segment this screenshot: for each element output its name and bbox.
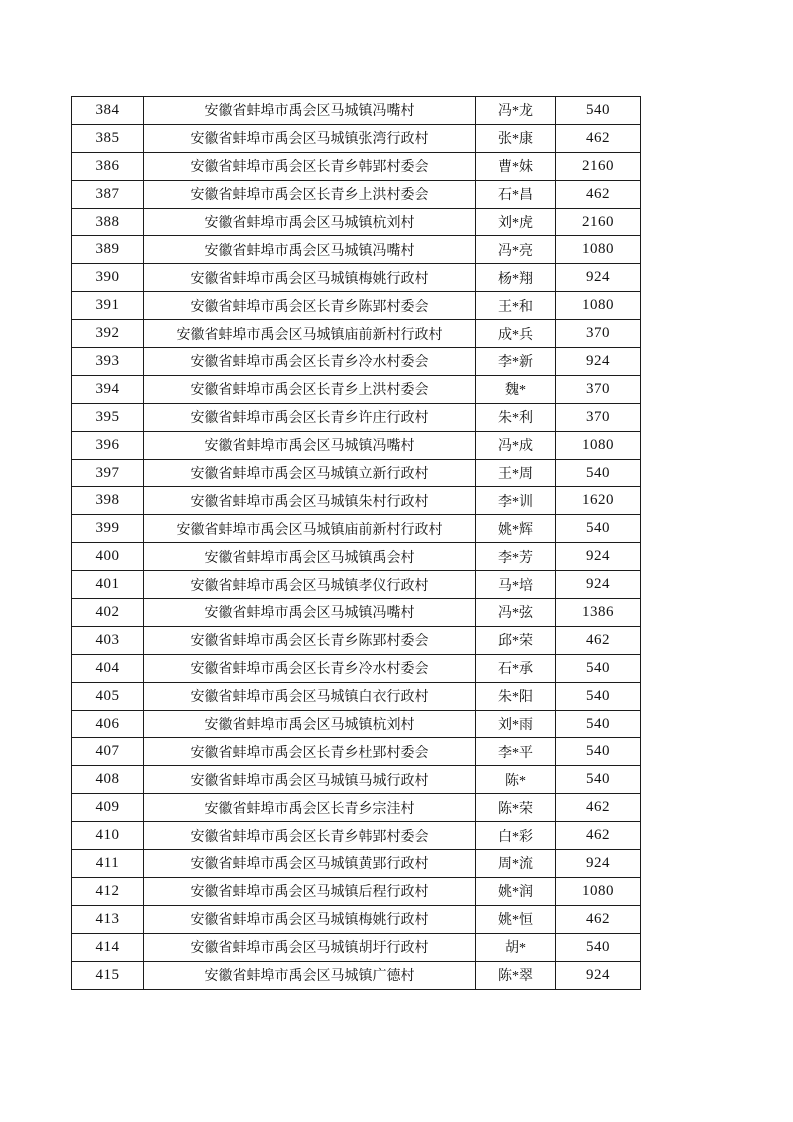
amount-cell: 924: [556, 961, 641, 989]
table-row: [72, 961, 641, 989]
address-cell: 安徽省蚌埠市禹会区长青乡冷水村委会: [144, 348, 476, 376]
amount-cell: 1386: [556, 599, 641, 627]
row-number-cell: 393: [72, 348, 144, 376]
amount-cell: 370: [556, 320, 641, 348]
table-row: [72, 905, 641, 933]
row-number-cell: 409: [72, 794, 144, 822]
row-number-cell: 406: [72, 710, 144, 738]
address-cell: 安徽省蚌埠市禹会区马城镇梅姚行政村: [144, 905, 476, 933]
table-row: [72, 208, 641, 236]
name-cell: 王*和: [476, 292, 556, 320]
row-number-cell: 391: [72, 292, 144, 320]
name-cell: 魏*: [476, 375, 556, 403]
row-number-cell: 387: [72, 180, 144, 208]
row-number-cell: 399: [72, 515, 144, 543]
table-row: [72, 654, 641, 682]
table-row: [72, 571, 641, 599]
table-row: [72, 543, 641, 571]
row-number-cell: 405: [72, 682, 144, 710]
table-row: [72, 515, 641, 543]
address-cell: 安徽省蚌埠市禹会区马城镇马城行政村: [144, 766, 476, 794]
name-cell: 陈*翠: [476, 961, 556, 989]
amount-cell: 1080: [556, 431, 641, 459]
amount-cell: 540: [556, 933, 641, 961]
address-cell: 安徽省蚌埠市禹会区长青乡陈郢村委会: [144, 292, 476, 320]
row-number-cell: 412: [72, 877, 144, 905]
table-row: [72, 710, 641, 738]
table-row: [72, 264, 641, 292]
address-cell: 安徽省蚌埠市禹会区长青乡上洪村委会: [144, 375, 476, 403]
name-cell: 冯*龙: [476, 97, 556, 125]
row-number-cell: 400: [72, 543, 144, 571]
row-number-cell: 396: [72, 431, 144, 459]
amount-cell: 1080: [556, 236, 641, 264]
name-cell: 王*周: [476, 459, 556, 487]
amount-cell: 2160: [556, 208, 641, 236]
address-cell: 安徽省蚌埠市禹会区长青乡陈郢村委会: [144, 626, 476, 654]
address-cell: 安徽省蚌埠市禹会区马城镇冯嘴村: [144, 599, 476, 627]
name-cell: 冯*成: [476, 431, 556, 459]
address-cell: 安徽省蚌埠市禹会区长青乡许庄行政村: [144, 403, 476, 431]
table-row: [72, 877, 641, 905]
amount-cell: 370: [556, 375, 641, 403]
name-cell: 成*兵: [476, 320, 556, 348]
amount-cell: 462: [556, 124, 641, 152]
row-number-cell: 404: [72, 654, 144, 682]
address-cell: 安徽省蚌埠市禹会区马城镇白衣行政村: [144, 682, 476, 710]
amount-cell: 540: [556, 97, 641, 125]
address-cell: 安徽省蚌埠市禹会区长青乡上洪村委会: [144, 180, 476, 208]
row-number-cell: 386: [72, 152, 144, 180]
amount-cell: 924: [556, 571, 641, 599]
row-number-cell: 414: [72, 933, 144, 961]
address-cell: 安徽省蚌埠市禹会区马城镇杭刘村: [144, 710, 476, 738]
table-row: [72, 738, 641, 766]
name-cell: 姚*润: [476, 877, 556, 905]
row-number-cell: 407: [72, 738, 144, 766]
address-cell: 安徽省蚌埠市禹会区马城镇立新行政村: [144, 459, 476, 487]
amount-cell: 540: [556, 459, 641, 487]
row-number-cell: 395: [72, 403, 144, 431]
amount-cell: 924: [556, 850, 641, 878]
amount-cell: 462: [556, 822, 641, 850]
name-cell: 姚*辉: [476, 515, 556, 543]
name-cell: 李*新: [476, 348, 556, 376]
amount-cell: 1080: [556, 292, 641, 320]
amount-cell: 462: [556, 180, 641, 208]
amount-cell: 462: [556, 626, 641, 654]
name-cell: 朱*利: [476, 403, 556, 431]
address-cell: 安徽省蚌埠市禹会区马城镇黄郢行政村: [144, 850, 476, 878]
address-cell: 安徽省蚌埠市禹会区长青乡宗洼村: [144, 794, 476, 822]
name-cell: 周*流: [476, 850, 556, 878]
table-row: [72, 766, 641, 794]
row-number-cell: 401: [72, 571, 144, 599]
address-cell: 安徽省蚌埠市禹会区马城镇朱村行政村: [144, 487, 476, 515]
table-row: [72, 348, 641, 376]
table-body: [72, 97, 641, 990]
name-cell: 张*康: [476, 124, 556, 152]
address-cell: 安徽省蚌埠市禹会区马城镇冯嘴村: [144, 431, 476, 459]
row-number-cell: 415: [72, 961, 144, 989]
table-row: [72, 626, 641, 654]
name-cell: 李*训: [476, 487, 556, 515]
name-cell: 石*承: [476, 654, 556, 682]
table-row: [72, 180, 641, 208]
table-row: [72, 431, 641, 459]
table-row: [72, 459, 641, 487]
address-cell: 安徽省蚌埠市禹会区马城镇梅姚行政村: [144, 264, 476, 292]
address-cell: 安徽省蚌埠市禹会区马城镇杭刘村: [144, 208, 476, 236]
row-number-cell: 398: [72, 487, 144, 515]
amount-cell: 540: [556, 766, 641, 794]
row-number-cell: 394: [72, 375, 144, 403]
table-row: [72, 403, 641, 431]
name-cell: 胡*: [476, 933, 556, 961]
table-row: [72, 794, 641, 822]
row-number-cell: 384: [72, 97, 144, 125]
amount-cell: 924: [556, 264, 641, 292]
name-cell: 冯*亮: [476, 236, 556, 264]
row-number-cell: 411: [72, 850, 144, 878]
subsidy-list-table: [71, 96, 641, 990]
row-number-cell: 410: [72, 822, 144, 850]
address-cell: 安徽省蚌埠市禹会区马城镇后程行政村: [144, 877, 476, 905]
row-number-cell: 388: [72, 208, 144, 236]
name-cell: 冯*弦: [476, 599, 556, 627]
amount-cell: 540: [556, 738, 641, 766]
name-cell: 曹*妹: [476, 152, 556, 180]
row-number-cell: 402: [72, 599, 144, 627]
amount-cell: 2160: [556, 152, 641, 180]
amount-cell: 924: [556, 348, 641, 376]
table-row: [72, 292, 641, 320]
amount-cell: 462: [556, 905, 641, 933]
name-cell: 姚*恒: [476, 905, 556, 933]
row-number-cell: 389: [72, 236, 144, 264]
table-row: [72, 933, 641, 961]
name-cell: 陈*: [476, 766, 556, 794]
row-number-cell: 403: [72, 626, 144, 654]
name-cell: 陈*荣: [476, 794, 556, 822]
amount-cell: 1620: [556, 487, 641, 515]
name-cell: 刘*虎: [476, 208, 556, 236]
address-cell: 安徽省蚌埠市禹会区马城镇庙前新村行政村: [144, 320, 476, 348]
table-row: [72, 375, 641, 403]
address-cell: 安徽省蚌埠市禹会区马城镇胡圩行政村: [144, 933, 476, 961]
amount-cell: 540: [556, 654, 641, 682]
name-cell: 马*培: [476, 571, 556, 599]
name-cell: 李*平: [476, 738, 556, 766]
address-cell: 安徽省蚌埠市禹会区马城镇庙前新村行政村: [144, 515, 476, 543]
address-cell: 安徽省蚌埠市禹会区马城镇广德村: [144, 961, 476, 989]
row-number-cell: 392: [72, 320, 144, 348]
table-row: [72, 850, 641, 878]
address-cell: 安徽省蚌埠市禹会区长青乡冷水村委会: [144, 654, 476, 682]
amount-cell: 370: [556, 403, 641, 431]
row-number-cell: 397: [72, 459, 144, 487]
name-cell: 刘*雨: [476, 710, 556, 738]
name-cell: 邱*荣: [476, 626, 556, 654]
amount-cell: 540: [556, 682, 641, 710]
address-cell: 安徽省蚌埠市禹会区长青乡韩郢村委会: [144, 152, 476, 180]
table-row: [72, 97, 641, 125]
address-cell: 安徽省蚌埠市禹会区马城镇孝仪行政村: [144, 571, 476, 599]
amount-cell: 1080: [556, 877, 641, 905]
name-cell: 杨*翔: [476, 264, 556, 292]
name-cell: 朱*阳: [476, 682, 556, 710]
row-number-cell: 413: [72, 905, 144, 933]
address-cell: 安徽省蚌埠市禹会区马城镇冯嘴村: [144, 97, 476, 125]
amount-cell: 540: [556, 710, 641, 738]
table-row: [72, 320, 641, 348]
table-row: [72, 487, 641, 515]
row-number-cell: 408: [72, 766, 144, 794]
row-number-cell: 385: [72, 124, 144, 152]
amount-cell: 924: [556, 543, 641, 571]
address-cell: 安徽省蚌埠市禹会区马城镇张湾行政村: [144, 124, 476, 152]
amount-cell: 540: [556, 515, 641, 543]
table-row: [72, 599, 641, 627]
table-row: [72, 822, 641, 850]
name-cell: 李*芳: [476, 543, 556, 571]
table-row: [72, 682, 641, 710]
address-cell: 安徽省蚌埠市禹会区长青乡韩郢村委会: [144, 822, 476, 850]
address-cell: 安徽省蚌埠市禹会区马城镇禹会村: [144, 543, 476, 571]
address-cell: 安徽省蚌埠市禹会区马城镇冯嘴村: [144, 236, 476, 264]
row-number-cell: 390: [72, 264, 144, 292]
table-row: [72, 152, 641, 180]
table-row: [72, 124, 641, 152]
name-cell: 白*彩: [476, 822, 556, 850]
address-cell: 安徽省蚌埠市禹会区长青乡杜郢村委会: [144, 738, 476, 766]
amount-cell: 462: [556, 794, 641, 822]
table-row: [72, 236, 641, 264]
name-cell: 石*昌: [476, 180, 556, 208]
